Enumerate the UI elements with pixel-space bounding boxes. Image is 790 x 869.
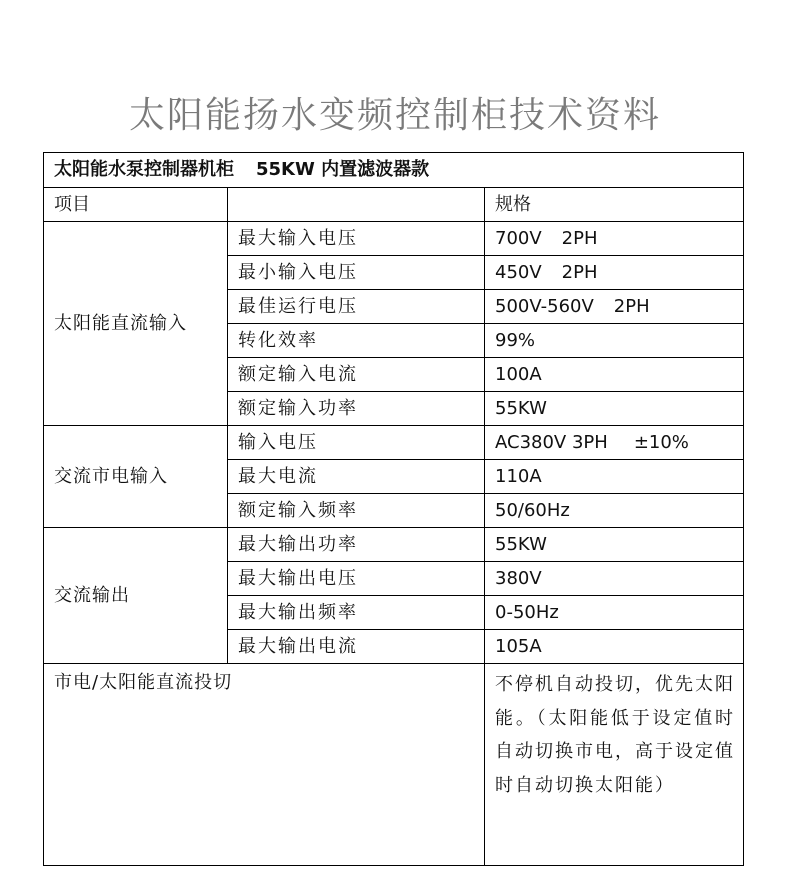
- spec-cell: 105A: [485, 630, 744, 664]
- param-cell: 最佳运行电压: [228, 290, 485, 324]
- column-header-item: 项目: [44, 188, 228, 222]
- switchover-value: 不停机自动投切，优先太阳能。（太阳能低于设定值时自动切换市电，高于设定值时自动切换太阳能）: [485, 664, 744, 866]
- param-cell: 额定输入电流: [228, 358, 485, 392]
- param-cell: 最小输入电压: [228, 256, 485, 290]
- spec-table: [43, 152, 744, 866]
- param-cell: 输入电压: [228, 426, 485, 460]
- param-cell: 最大电流: [228, 460, 485, 494]
- switchover-label: 市电/太阳能直流投切: [44, 664, 485, 866]
- spec-cell: 110A: [485, 460, 744, 494]
- document-title: 太阳能扬水变频控制柜技术资料: [128, 95, 661, 136]
- spec-cell: 55KW: [485, 528, 744, 562]
- column-header-row: [44, 188, 744, 222]
- param-cell: 最大输出频率: [228, 596, 485, 630]
- param-cell: 最大输入电压: [228, 222, 485, 256]
- spec-cell: 380V: [485, 562, 744, 596]
- spec-cell: 0-50Hz: [485, 596, 744, 630]
- spec-cell: 50/60Hz: [485, 494, 744, 528]
- param-cell: 最大输出功率: [228, 528, 485, 562]
- group-ac-output: 交流输出: [44, 528, 228, 664]
- table-row: [44, 222, 744, 256]
- spec-cell: 700V 2PH: [485, 222, 744, 256]
- param-cell: 最大输出电压: [228, 562, 485, 596]
- product-header-cell: [44, 153, 744, 188]
- param-cell: 额定输入功率: [228, 392, 485, 426]
- param-cell: 转化效率: [228, 324, 485, 358]
- product-name: 太阳能水泵控制器机柜: [54, 159, 234, 180]
- table-row: [44, 426, 744, 460]
- group-ac-mains-input: 交流市电输入: [44, 426, 228, 528]
- column-header-param: [228, 188, 485, 222]
- spec-cell: 500V-560V 2PH: [485, 290, 744, 324]
- table-row: [44, 528, 744, 562]
- param-cell: 最大输出电流: [228, 630, 485, 664]
- group-dc-input: 太阳能直流输入: [44, 222, 228, 426]
- param-cell: 额定输入频率: [228, 494, 485, 528]
- column-header-spec: 规格: [485, 188, 744, 222]
- spec-cell: 100A: [485, 358, 744, 392]
- spec-cell: 450V 2PH: [485, 256, 744, 290]
- spec-cell: 55KW: [485, 392, 744, 426]
- table-header-row: [44, 153, 744, 188]
- spec-cell: AC380V 3PH ±10%: [485, 426, 744, 460]
- spec-cell: 99%: [485, 324, 744, 358]
- switchover-row: [44, 664, 744, 866]
- product-variant: 55KW 内置滤波器款: [256, 159, 430, 180]
